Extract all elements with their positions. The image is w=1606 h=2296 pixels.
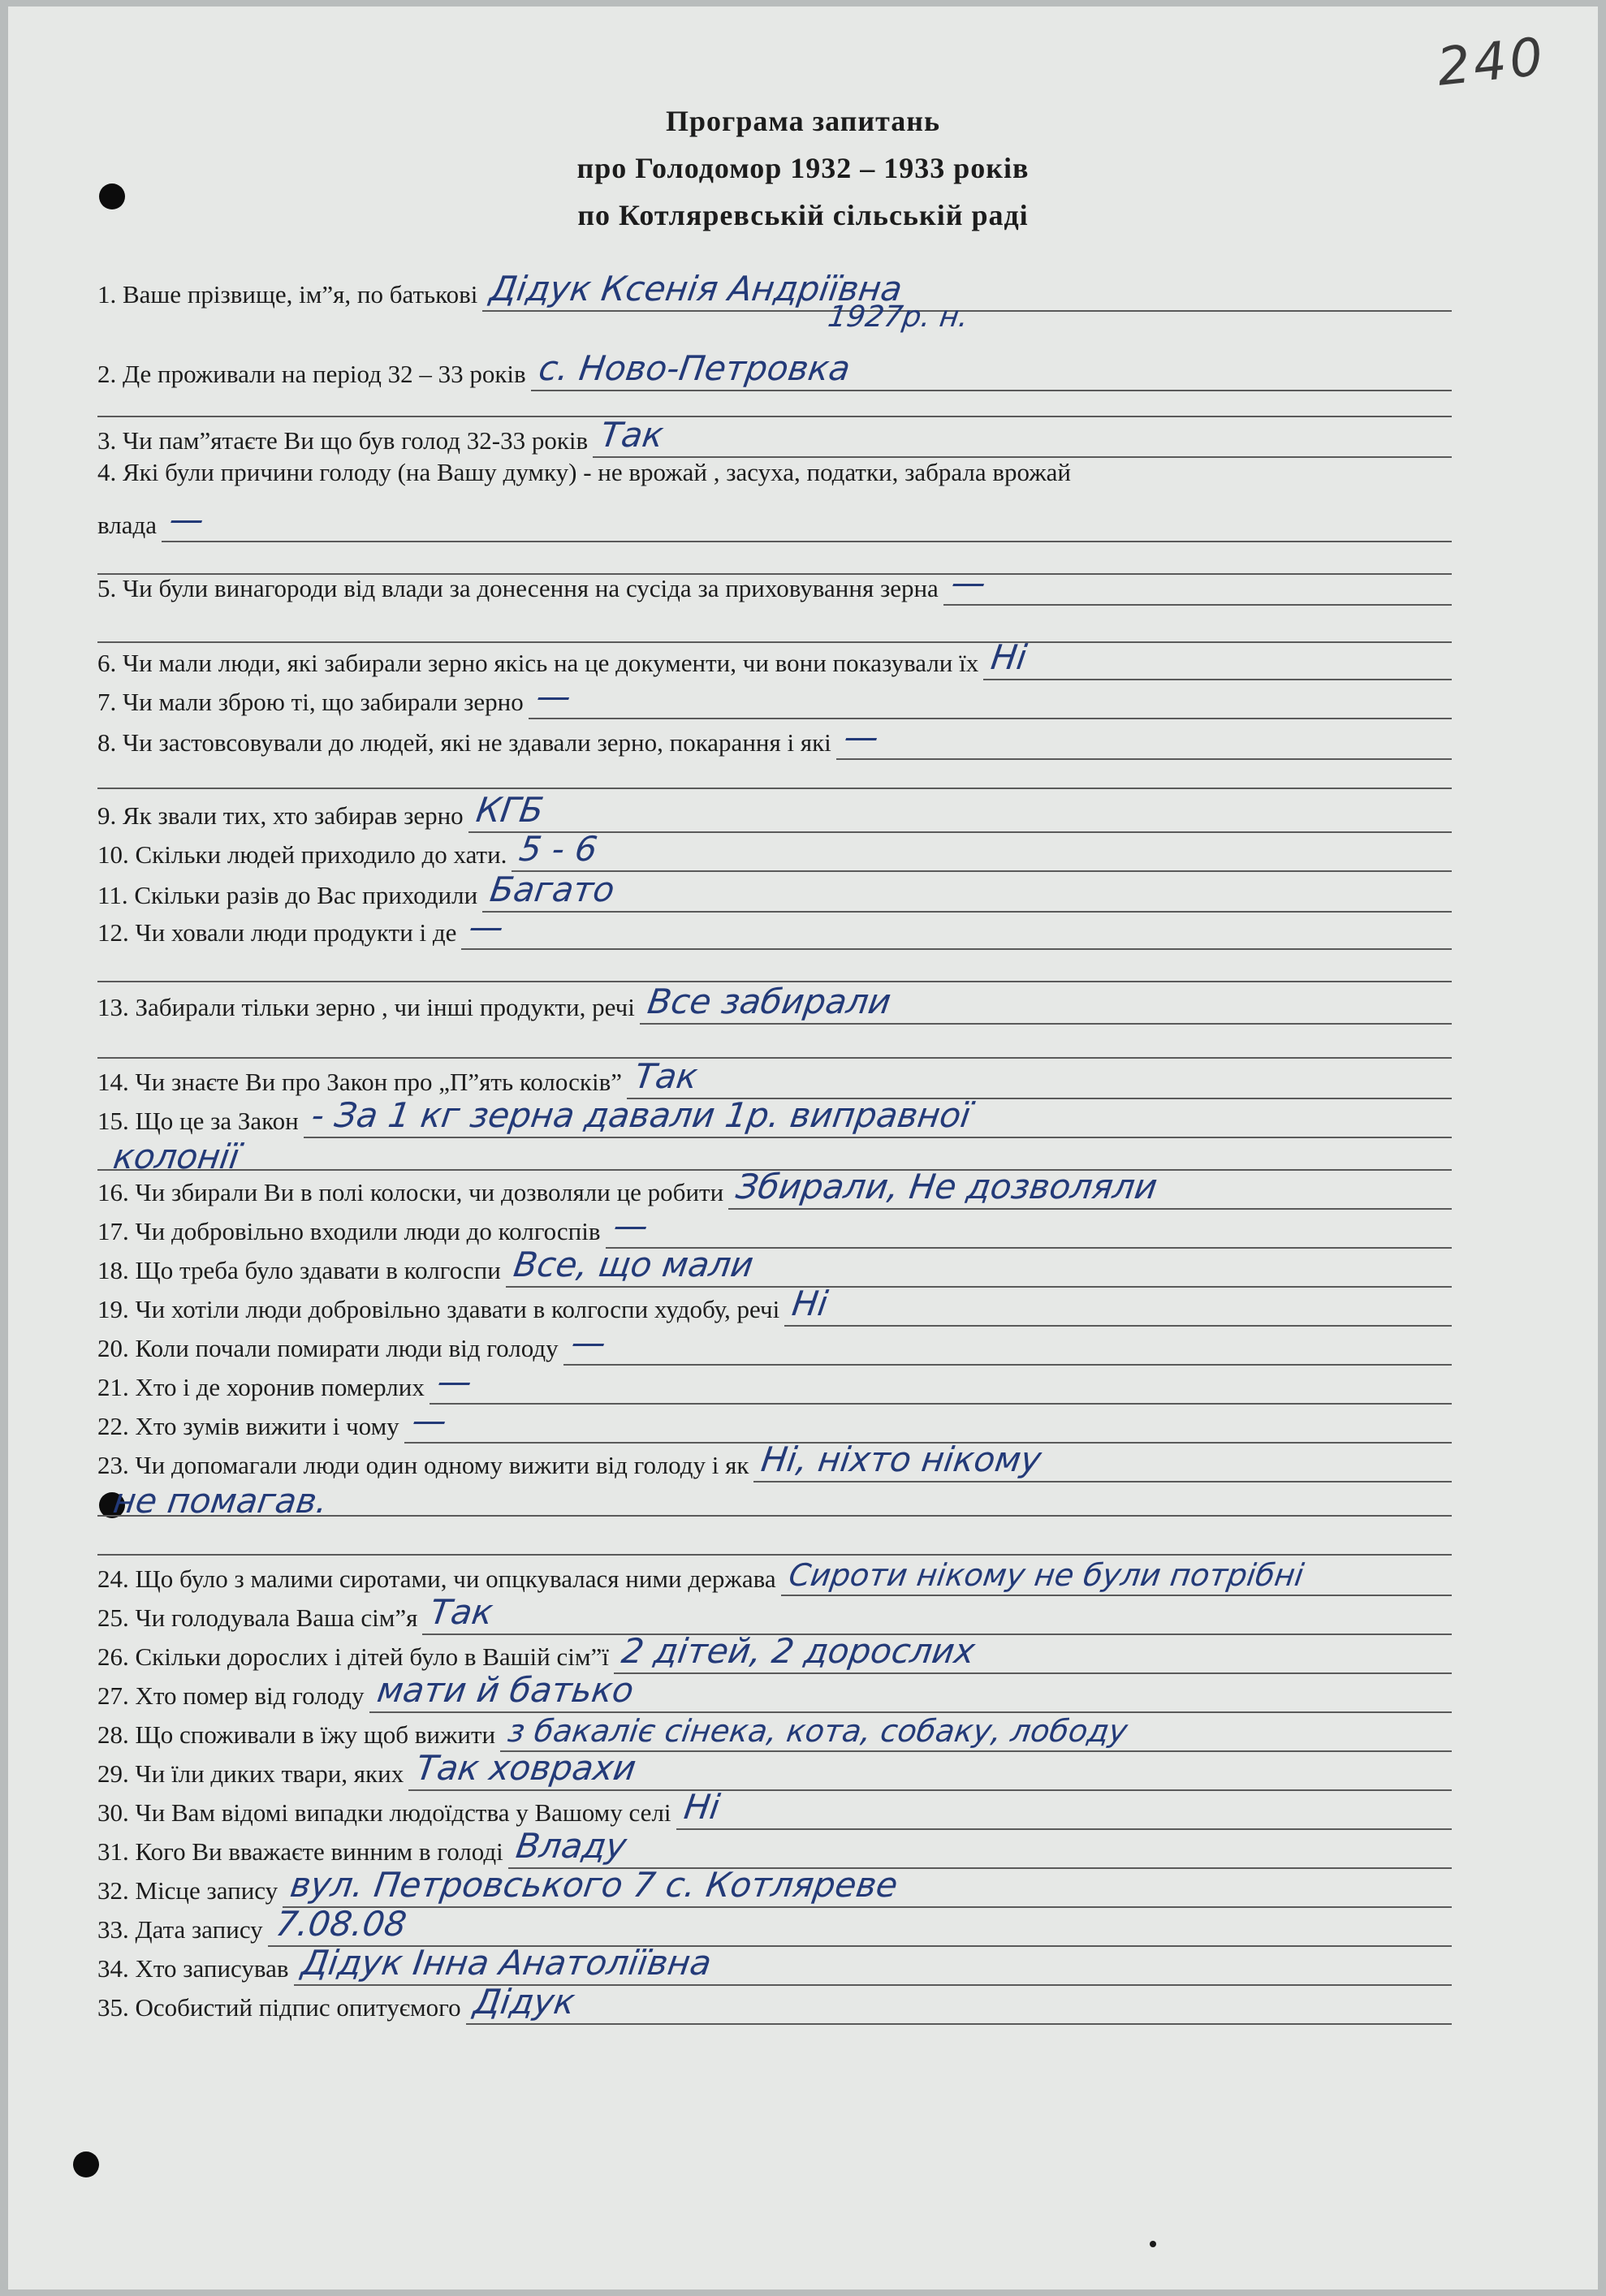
question-16 — [97, 1167, 1452, 1210]
answer-27: мати й батько — [374, 1670, 637, 1710]
question-22-text: 22. Хто зумів вижити і чому — [97, 1412, 399, 1440]
question-4 — [97, 499, 1452, 542]
answer-34: Дідук Інна Анатоліївна — [299, 1943, 714, 1983]
question-26-text: 26. Скільки дорослих і дітей було в Вашій сім”ї — [97, 1642, 609, 1671]
question-28 — [97, 1713, 1452, 1752]
question-21 — [97, 1362, 1452, 1405]
question-29-text: 29. Чи їли диких твари, яких — [97, 1759, 404, 1788]
answer-9-field[interactable] — [468, 792, 1452, 833]
question-9-text: 9. Як звали тих, хто забирав зерно — [97, 801, 464, 830]
answer-22: — — [409, 1400, 450, 1440]
title-line-2: про Голодомор 1932 – 1933 років — [576, 152, 1030, 184]
question-32 — [97, 1865, 1452, 1908]
answer-9: КГБ — [473, 790, 546, 830]
question-25-text: 25. Чи голодувала Ваша сім”я — [97, 1603, 418, 1632]
ink-dot — [1150, 2241, 1156, 2247]
question-8-text: 8. Чи застовсовували до людей, які не здавали зерно, покарання і які — [97, 728, 831, 757]
question-6-text: 6. Чи мали люди, які забирали зерно якісь на це документи, чи вони показували їх — [97, 649, 979, 677]
question-31 — [97, 1826, 1452, 1869]
answer-17-field[interactable] — [606, 1208, 1452, 1249]
punch-hole-bottom — [73, 2151, 99, 2177]
answer-16: Збирали, Не дозволяли — [733, 1167, 1160, 1206]
answer-21: — — [434, 1362, 475, 1401]
question-13 — [97, 982, 1452, 1025]
question-26 — [97, 1631, 1452, 1674]
question-27-text: 27. Хто помер від голоду — [97, 1681, 365, 1710]
question-14-text: 14. Чи знаєте Ви про Закон про „П”ять колосків” — [97, 1068, 623, 1096]
answer-27-field[interactable] — [369, 1672, 1452, 1713]
answer-18: Все, що мали — [511, 1245, 756, 1284]
answer-4-field[interactable] — [162, 499, 1452, 542]
question-7-text: 7. Чи мали зброю ті, що забирали зерно — [97, 688, 524, 716]
answer-3: Так — [598, 415, 667, 455]
question-6 — [97, 637, 1452, 680]
question-20-text: 20. Коли почали помирати люди від голоду — [97, 1334, 559, 1362]
answer-29: Так ховрахи — [413, 1748, 639, 1788]
answer-2-field[interactable] — [531, 348, 1452, 391]
answer-11: Багато — [487, 870, 618, 909]
question-9 — [97, 790, 1452, 833]
question-18 — [97, 1245, 1452, 1288]
question-27 — [97, 1670, 1452, 1713]
answer-23-field[interactable] — [753, 1439, 1452, 1482]
answer-28-field[interactable] — [500, 1711, 1452, 1752]
answer-32-field[interactable] — [283, 1867, 1452, 1908]
answer-14: Так — [632, 1056, 701, 1096]
document-page — [8, 6, 1598, 2290]
question-13-text: 13. Забирали тільки зерно , чи інші продукти, речі — [97, 993, 635, 1021]
answer-13-field[interactable] — [640, 984, 1452, 1025]
question-7 — [97, 676, 1452, 719]
answer-26: 2 дітей, 2 дорослих — [619, 1631, 978, 1671]
answer-15-field[interactable] — [304, 1095, 1452, 1138]
question-3-text: 3. Чи пам”ятаєте Ви що був голод 32-33 років — [97, 426, 589, 455]
answer-18-field[interactable] — [506, 1247, 1452, 1288]
question-18-text: 18. Що треба було здавати в колгоспи — [97, 1256, 501, 1284]
title-line-3: по Котляревській сільській раді — [577, 199, 1029, 231]
answer-6: Ні — [988, 637, 1030, 677]
answer-10: 5 - 6 — [516, 829, 601, 869]
question-24 — [97, 1557, 1452, 1596]
question-34-text: 34. Хто записував — [97, 1954, 289, 1983]
question-19 — [97, 1284, 1452, 1327]
question-34 — [97, 1943, 1452, 1986]
answer-34-field[interactable] — [294, 1945, 1452, 1986]
question-4-text-cont: влада — [97, 511, 157, 539]
answer-15: - За 1 кг зерна давали 1р. виправної — [309, 1095, 974, 1135]
answer-24-field[interactable] — [781, 1556, 1452, 1596]
question-10-text: 10. Скільки людей приходило до хати. — [97, 840, 507, 869]
answer-20-field[interactable] — [563, 1325, 1452, 1366]
signature: Дідук — [471, 1982, 577, 2022]
signature-field[interactable] — [466, 1984, 1452, 2025]
answer-33: 7.08.08 — [273, 1904, 409, 1944]
question-33 — [97, 1904, 1452, 1947]
question-10 — [97, 829, 1452, 872]
answer-1: Дідук Ксенія Андріївна — [487, 269, 905, 309]
question-20 — [97, 1323, 1452, 1366]
question-1 — [97, 269, 1452, 312]
answer-20: — — [568, 1323, 609, 1362]
answer-33-field[interactable] — [268, 1906, 1452, 1947]
question-1-text: 1. Ваше прізвище, ім”я, по батькові — [97, 280, 478, 309]
question-8 — [97, 717, 1452, 760]
handwritten-page-number: 240 — [1434, 27, 1549, 98]
answer-3-field[interactable] — [593, 417, 1452, 458]
answer-1-birth-year: 1927р. н. — [826, 300, 971, 334]
answer-7: — — [533, 676, 574, 716]
question-25 — [97, 1592, 1452, 1635]
answer-19: Ні — [789, 1284, 831, 1323]
question-5-text: 5. Чи були винагороди від влади за донесення на сусіда за приховування зерна — [97, 574, 939, 602]
answer-7-field[interactable] — [529, 676, 1452, 719]
answer-31-field[interactable] — [508, 1828, 1452, 1869]
question-35 — [97, 1982, 1452, 2025]
answer-8: — — [841, 717, 882, 757]
answer-25: Так — [427, 1592, 496, 1632]
blank-line — [97, 788, 1452, 789]
question-23 — [97, 1439, 1452, 1482]
answer-8-field[interactable] — [836, 719, 1452, 760]
question-15 — [97, 1095, 1452, 1138]
answer-30: Ні — [681, 1787, 723, 1827]
answer-21-field[interactable] — [430, 1364, 1452, 1405]
answer-15-cont: колонії — [110, 1137, 242, 1176]
answer-23: Ні, ніхто нікому — [758, 1439, 1045, 1479]
question-11-text: 11. Скільки разів до Вас приходили — [97, 881, 478, 909]
question-17-text: 17. Чи добровільно входили люди до колгоспів — [97, 1217, 601, 1245]
question-17 — [97, 1206, 1452, 1249]
question-4-text: 4. Які були причини голоду (на Вашу думку) - не врожай , засуха, податки, забрала врожай — [97, 458, 1072, 486]
question-23-text: 23. Чи допомагали люди один одному вижити від голоду і як — [97, 1451, 749, 1479]
question-21-text: 21. Хто і де хоронив померлих — [97, 1373, 425, 1401]
question-28-text: 28. Що споживали в їжу щоб вижити — [97, 1720, 496, 1749]
question-30 — [97, 1787, 1452, 1830]
question-24-text: 24. Що було з малими сиротами, чи опцкувалася ними держава — [97, 1564, 776, 1593]
answer-16-field[interactable] — [728, 1169, 1452, 1210]
question-12-text: 12. Чи ховали люди продукти і де — [97, 918, 457, 947]
answer-32: вул. Петровського 7 с. Котляреве — [287, 1865, 900, 1905]
question-32-text: 32. Місце запису — [97, 1876, 278, 1905]
question-11 — [97, 870, 1452, 913]
answer-14-field[interactable] — [627, 1056, 1452, 1099]
answer-6-field[interactable] — [983, 637, 1452, 680]
answer-11-field[interactable] — [482, 872, 1452, 913]
answer-13: Все забирали — [645, 982, 894, 1021]
answer-29-field[interactable] — [408, 1750, 1452, 1791]
question-2-text: 2. Де проживали на період 32 – 33 років — [97, 360, 526, 388]
answer-25-field[interactable] — [422, 1592, 1452, 1635]
question-35-text: 35. Особистий підпис опитуємого — [97, 1993, 461, 2022]
answer-26-field[interactable] — [614, 1631, 1452, 1674]
question-12 — [97, 907, 1452, 950]
question-33-text: 33. Дата запису — [97, 1915, 263, 1944]
question-5 — [97, 563, 1452, 606]
question-30-text: 30. Чи Вам відомі випадки людоїдства у Вашому селі — [97, 1798, 671, 1827]
answer-19-field[interactable] — [784, 1286, 1452, 1327]
answer-28: з бакаліє сінека, кота, собаку, лободу — [506, 1713, 1130, 1749]
answer-17: — — [611, 1206, 650, 1245]
question-3 — [97, 415, 1452, 458]
answer-22-field[interactable] — [404, 1400, 1452, 1444]
answer-10-field[interactable] — [512, 831, 1452, 872]
answer-23-cont: не помагав. — [110, 1481, 330, 1521]
answer-30-field[interactable] — [676, 1789, 1452, 1830]
question-22 — [97, 1400, 1452, 1444]
answer-4: — — [166, 499, 207, 539]
question-31-text: 31. Кого Ви вважаєте винним в голоді — [97, 1837, 503, 1866]
question-29 — [97, 1748, 1452, 1791]
title-line-1: Програма запитань — [665, 105, 941, 137]
question-16-text: 16. Чи збирали Ви в полі колоски, чи дозволяли це робити — [97, 1178, 724, 1206]
answer-2: с. Ново-Петровка — [536, 348, 853, 388]
answer-5: — — [948, 563, 989, 602]
answer-12-field[interactable] — [461, 909, 1452, 950]
answer-24: Сироти нікому не були потрібні — [786, 1557, 1306, 1593]
answer-31: Владу — [513, 1826, 629, 1866]
question-2 — [97, 348, 1452, 391]
blank-line — [97, 1515, 1452, 1517]
answer-12: — — [467, 907, 507, 947]
answer-5-field[interactable] — [943, 565, 1452, 606]
question-15-text: 15. Що це за Закон — [97, 1107, 299, 1135]
question-19-text: 19. Чи хотіли люди добровільно здавати в колгоспи худобу, речі — [97, 1295, 780, 1323]
question-14 — [97, 1056, 1452, 1099]
